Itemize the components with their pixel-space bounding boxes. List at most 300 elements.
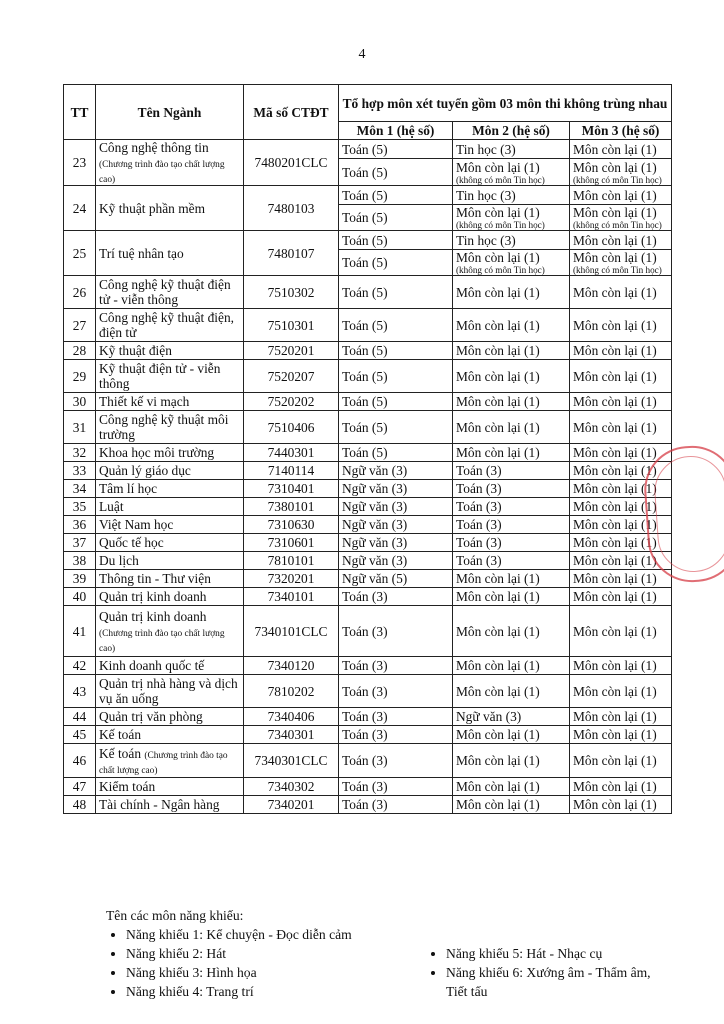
subject-3 xyxy=(570,250,672,276)
program-name-text: Công nghệ thông tin xyxy=(99,140,209,155)
table-row xyxy=(64,708,672,726)
subject-2 xyxy=(453,250,570,276)
table-row xyxy=(64,393,672,411)
row-number: 26 xyxy=(64,276,96,309)
subject-2-text: Toán (3) xyxy=(456,535,502,550)
table-row xyxy=(64,498,672,516)
subject-1: Toán (3) xyxy=(339,726,453,744)
subject-1: Toán (3) xyxy=(339,675,453,708)
subject-2-text: Môn còn lại (1) xyxy=(456,779,540,794)
program-name xyxy=(96,411,244,444)
program-name-text: Quốc tế học xyxy=(99,535,164,550)
subject-2-text: Môn còn lại (1) xyxy=(456,753,540,768)
program-name xyxy=(96,552,244,570)
program-code: 7320201 xyxy=(244,570,339,588)
subject-3-text: Môn còn lại (1) xyxy=(573,481,657,496)
subject-2 xyxy=(453,462,570,480)
program-name xyxy=(96,778,244,796)
subject-2-note: (không có môn Tin học) xyxy=(456,174,545,185)
subject-3-text: Môn còn lại (1) xyxy=(573,499,657,514)
row-number: 33 xyxy=(64,462,96,480)
program-name xyxy=(96,606,244,657)
table-row xyxy=(64,186,672,205)
subject-3-text: Môn còn lại (1) xyxy=(573,317,657,333)
program-name-text: Việt Nam học xyxy=(99,517,174,532)
table-row xyxy=(64,462,672,480)
program-code: 7310401 xyxy=(244,480,339,498)
subject-2-text: Môn còn lại (1) xyxy=(456,797,540,812)
subject-1: Toán (5) xyxy=(339,231,453,250)
subject-2 xyxy=(453,342,570,360)
subject-1: Toán (3) xyxy=(339,606,453,657)
subject-1: Ngữ văn (3) xyxy=(339,498,453,516)
table-row xyxy=(64,588,672,606)
program-name xyxy=(96,186,244,231)
row-number: 41 xyxy=(64,606,96,657)
program-name-text: Kỹ thuật điện tử - viễn thông xyxy=(99,361,221,391)
program-name-text: Khoa học môi trường xyxy=(99,445,215,460)
subject-3-text: Môn còn lại (1) xyxy=(573,553,657,568)
program-name xyxy=(96,708,244,726)
subject-2 xyxy=(453,140,570,159)
row-number: 23 xyxy=(64,140,96,186)
table-row xyxy=(64,552,672,570)
table-row xyxy=(64,231,672,250)
row-number: 40 xyxy=(64,588,96,606)
row-number: 48 xyxy=(64,796,96,814)
row-number: 28 xyxy=(64,342,96,360)
subject-2 xyxy=(453,570,570,588)
subject-3-text: Môn còn lại (1) xyxy=(573,284,657,300)
program-code: 7480201CLC xyxy=(244,140,339,186)
subject-3 xyxy=(570,462,672,480)
subject-3 xyxy=(570,205,672,231)
subject-3 xyxy=(570,342,672,360)
subject-2-text: Môn còn lại (1) xyxy=(456,368,540,384)
row-number: 29 xyxy=(64,360,96,393)
program-name xyxy=(96,393,244,411)
subject-3 xyxy=(570,516,672,534)
program-name xyxy=(96,657,244,675)
subject-2-text: Môn còn lại (1) xyxy=(456,394,540,409)
header-subject-1: Môn 1 (hệ số) xyxy=(339,122,453,140)
program-code: 7480103 xyxy=(244,186,339,231)
program-name-text: Công nghệ kỹ thuật điện, điện tử xyxy=(99,310,235,340)
subject-1: Toán (3) xyxy=(339,588,453,606)
table-row xyxy=(64,360,672,393)
subject-2-text: Môn còn lại (1) xyxy=(456,658,540,673)
program-name-text: Công nghệ kỹ thuật môi trường xyxy=(99,412,229,442)
row-number: 36 xyxy=(64,516,96,534)
program-note: (Chương trình đào tạo chất lượng cao) xyxy=(99,628,225,654)
subject-3-text: Môn còn lại (1) xyxy=(573,797,657,812)
table-row xyxy=(64,796,672,814)
table-row xyxy=(64,778,672,796)
row-number: 42 xyxy=(64,657,96,675)
subject-3-text: Môn còn lại (1) xyxy=(573,571,657,586)
subject-1: Toán (3) xyxy=(339,744,453,778)
subject-3 xyxy=(570,606,672,657)
subject-3 xyxy=(570,276,672,309)
subject-2-text: Ngữ văn (3) xyxy=(456,709,522,724)
subject-3 xyxy=(570,309,672,342)
subject-2-text: Môn còn lại (1) xyxy=(456,445,540,460)
aptitude-item: • Năng khiếu 2: Hát xyxy=(126,944,420,963)
subject-3 xyxy=(570,675,672,708)
program-name xyxy=(96,498,244,516)
subject-1: Ngữ văn (3) xyxy=(339,552,453,570)
subject-3 xyxy=(570,498,672,516)
subject-1: Ngữ văn (3) xyxy=(339,516,453,534)
subject-2 xyxy=(453,393,570,411)
subject-2-note: (không có môn Tin học) xyxy=(456,220,545,230)
program-name-text: Quản trị văn phòng xyxy=(99,709,203,724)
program-name xyxy=(96,342,244,360)
program-code: 7340301 xyxy=(244,726,339,744)
program-name-text: Kỹ thuật điện xyxy=(99,343,172,358)
subject-3-text: Môn còn lại (1) xyxy=(573,368,657,384)
subject-3 xyxy=(570,393,672,411)
program-name xyxy=(96,480,244,498)
subject-3 xyxy=(570,778,672,796)
program-name xyxy=(96,231,244,276)
subject-2-text: Toán (3) xyxy=(456,517,502,532)
row-number: 25 xyxy=(64,231,96,276)
table-row xyxy=(64,480,672,498)
page-number: 4 xyxy=(358,47,366,62)
subject-3-text: Môn còn lại (1) xyxy=(573,141,657,157)
subject-2-text: Môn còn lại (1) xyxy=(456,419,540,435)
subject-2-text: Môn còn lại (1) xyxy=(456,623,540,639)
program-name xyxy=(96,744,244,778)
subject-3-text: Môn còn lại (1) xyxy=(573,232,657,248)
subject-1: Ngữ văn (3) xyxy=(339,480,453,498)
program-code: 7510406 xyxy=(244,411,339,444)
subject-2 xyxy=(453,231,570,250)
subject-2-text: Môn còn lại (1) xyxy=(456,343,540,358)
subject-2-text: Tin học (3) xyxy=(456,232,516,248)
row-number: 39 xyxy=(64,570,96,588)
subject-3 xyxy=(570,657,672,675)
subject-3 xyxy=(570,744,672,778)
subject-2-text: Môn còn lại (1) xyxy=(456,317,540,333)
subject-1: Toán (5) xyxy=(339,411,453,444)
row-number: 34 xyxy=(64,480,96,498)
row-number: 37 xyxy=(64,534,96,552)
subject-2 xyxy=(453,726,570,744)
program-code: 7810101 xyxy=(244,552,339,570)
program-code: 7340406 xyxy=(244,708,339,726)
program-name xyxy=(96,796,244,814)
program-code: 7510301 xyxy=(244,309,339,342)
program-name-text: Quản trị kinh doanh xyxy=(99,589,207,604)
subject-2 xyxy=(453,360,570,393)
program-name xyxy=(96,462,244,480)
program-name-text: Kỹ thuật phần mềm xyxy=(99,200,205,216)
program-code: 7520201 xyxy=(244,342,339,360)
subject-3 xyxy=(570,444,672,462)
table-row xyxy=(64,534,672,552)
program-code: 7520202 xyxy=(244,393,339,411)
subject-2-text: Toán (3) xyxy=(456,481,502,496)
subject-2-text: Môn còn lại (1) xyxy=(456,727,540,742)
program-name-text: Quản lý giáo dục xyxy=(99,463,191,478)
subject-1: Ngữ văn (3) xyxy=(339,462,453,480)
subject-2-text: Môn còn lại (1) xyxy=(456,571,540,586)
subject-1: Toán (5) xyxy=(339,205,453,231)
subject-1: Toán (3) xyxy=(339,796,453,814)
subject-3 xyxy=(570,708,672,726)
subject-2-text: Môn còn lại (1) xyxy=(456,683,540,699)
table-row xyxy=(64,342,672,360)
subject-2 xyxy=(453,444,570,462)
subject-3 xyxy=(570,159,672,186)
subject-2-text: Môn còn lại (1) xyxy=(456,159,540,175)
row-number: 43 xyxy=(64,675,96,708)
footer-heading: Tên các môn năng khiếu: xyxy=(106,908,244,923)
subject-3-text: Môn còn lại (1) xyxy=(573,683,657,699)
program-name-text: Tài chính - Ngân hàng xyxy=(99,797,220,812)
subject-3 xyxy=(570,726,672,744)
subject-2-text: Môn còn lại (1) xyxy=(456,250,540,265)
subject-1: Ngữ văn (3) xyxy=(339,534,453,552)
subject-2 xyxy=(453,657,570,675)
row-number: 30 xyxy=(64,393,96,411)
subject-3-text: Môn còn lại (1) xyxy=(573,753,657,768)
header-code: Mã số CTĐT xyxy=(244,85,339,140)
subject-3-text: Môn còn lại (1) xyxy=(573,463,657,478)
subject-3-text: Môn còn lại (1) xyxy=(573,779,657,794)
table-row xyxy=(64,606,672,657)
subject-2 xyxy=(453,186,570,205)
subject-2-text: Môn còn lại (1) xyxy=(456,589,540,604)
subject-2 xyxy=(453,309,570,342)
subject-3-text: Môn còn lại (1) xyxy=(573,250,657,265)
subject-3 xyxy=(570,570,672,588)
subject-3-text: Môn còn lại (1) xyxy=(573,623,657,639)
aptitude-item: • Năng khiếu 1: Kể chuyện - Đọc diễn cảm xyxy=(126,925,420,944)
program-name xyxy=(96,276,244,309)
subject-2 xyxy=(453,675,570,708)
subject-3-text: Môn còn lại (1) xyxy=(573,419,657,435)
table-body xyxy=(64,140,672,814)
subject-1: Toán (5) xyxy=(339,250,453,276)
subject-2-text: Toán (3) xyxy=(456,463,502,478)
subject-3-text: Môn còn lại (1) xyxy=(573,517,657,532)
program-name xyxy=(96,140,244,186)
program-code: 7140114 xyxy=(244,462,339,480)
program-name-text: Quản trị kinh doanh xyxy=(99,608,207,624)
header-name: Tên Ngành xyxy=(96,85,244,140)
subject-1: Toán (5) xyxy=(339,393,453,411)
program-code: 7340301CLC xyxy=(244,744,339,778)
program-code: 7340101 xyxy=(244,588,339,606)
program-name xyxy=(96,534,244,552)
aptitude-item: • Năng khiếu 5: Hát - Nhạc cụ xyxy=(446,944,660,963)
subject-3-text: Môn còn lại (1) xyxy=(573,727,657,742)
subject-1: Toán (5) xyxy=(339,342,453,360)
subject-3 xyxy=(570,552,672,570)
program-name xyxy=(96,516,244,534)
program-name-text: Thiết kế vi mạch xyxy=(99,394,190,409)
subject-3-note: (không có môn Tin học) xyxy=(573,265,662,275)
row-number: 45 xyxy=(64,726,96,744)
program-code: 7340302 xyxy=(244,778,339,796)
table-row xyxy=(64,444,672,462)
program-name xyxy=(96,360,244,393)
subject-2 xyxy=(453,744,570,778)
subject-2 xyxy=(453,516,570,534)
subject-1: Toán (5) xyxy=(339,444,453,462)
program-code: 7480107 xyxy=(244,231,339,276)
subject-3-note: (không có môn Tin học) xyxy=(573,174,662,185)
subject-2 xyxy=(453,778,570,796)
subject-2 xyxy=(453,480,570,498)
program-name xyxy=(96,309,244,342)
subject-3-text: Môn còn lại (1) xyxy=(573,445,657,460)
program-code: 7440301 xyxy=(244,444,339,462)
table-row xyxy=(64,516,672,534)
program-code: 7340201 xyxy=(244,796,339,814)
program-code: 7510302 xyxy=(244,276,339,309)
table-row xyxy=(64,744,672,778)
header-subject-3: Môn 3 (hệ số) xyxy=(570,122,672,140)
program-code: 7520207 xyxy=(244,360,339,393)
subject-3-text: Môn còn lại (1) xyxy=(573,205,657,220)
subject-3-text: Môn còn lại (1) xyxy=(573,535,657,550)
program-name-text: Du lịch xyxy=(99,553,139,568)
subject-3-text: Môn còn lại (1) xyxy=(573,658,657,673)
header-subject-2: Môn 2 (hệ số) xyxy=(453,122,570,140)
subject-2 xyxy=(453,498,570,516)
subject-2 xyxy=(453,796,570,814)
subject-3 xyxy=(570,186,672,205)
subject-1: Toán (5) xyxy=(339,140,453,159)
subject-3 xyxy=(570,411,672,444)
row-number: 35 xyxy=(64,498,96,516)
subject-3-text: Môn còn lại (1) xyxy=(573,709,657,724)
program-name-text: Quản trị nhà hàng và dịch vụ ăn uống xyxy=(99,676,238,706)
subject-2 xyxy=(453,276,570,309)
subject-3 xyxy=(570,588,672,606)
subject-1: Toán (3) xyxy=(339,657,453,675)
aptitude-list-1 xyxy=(100,925,420,1001)
program-note: (Chương trình đào tạo chất lượng cao) xyxy=(99,750,228,776)
subject-3-text: Môn còn lại (1) xyxy=(573,589,657,604)
subject-2-text: Toán (3) xyxy=(456,499,502,514)
program-name xyxy=(96,588,244,606)
program-name xyxy=(96,675,244,708)
subject-2-text: Môn còn lại (1) xyxy=(456,205,540,220)
program-note: (Chương trình đào tạo chất lượng cao) xyxy=(99,160,225,185)
row-number: 46 xyxy=(64,744,96,778)
subject-2 xyxy=(453,588,570,606)
subject-3-text: Môn còn lại (1) xyxy=(573,159,657,175)
subject-2-note: (không có môn Tin học) xyxy=(456,265,545,275)
subject-1: Toán (5) xyxy=(339,276,453,309)
program-code: 7340120 xyxy=(244,657,339,675)
program-name-text: Tâm lí học xyxy=(99,481,158,496)
table-row xyxy=(64,309,672,342)
program-name-text: Công nghệ kỹ thuật điện tử - viễn thông xyxy=(99,277,231,307)
subject-3-text: Môn còn lại (1) xyxy=(573,187,657,203)
subject-2 xyxy=(453,552,570,570)
aptitude-list-2 xyxy=(420,944,660,1001)
table-row xyxy=(64,726,672,744)
subject-2-text: Tin học (3) xyxy=(456,141,516,157)
subject-2 xyxy=(453,411,570,444)
subject-3 xyxy=(570,480,672,498)
program-code: 7310630 xyxy=(244,516,339,534)
program-name xyxy=(96,570,244,588)
table-row xyxy=(64,411,672,444)
header-tt: TT xyxy=(64,85,96,140)
row-number: 24 xyxy=(64,186,96,231)
program-name-text: Kế toán xyxy=(99,745,142,761)
program-name-text: Kinh doanh quốc tế xyxy=(99,658,205,673)
header-combination: Tổ hợp môn xét tuyển gồm 03 môn thi không trùng nhau xyxy=(339,85,672,122)
table-row xyxy=(64,657,672,675)
aptitude-footer xyxy=(100,906,700,1001)
program-name xyxy=(96,444,244,462)
subject-1: Toán (5) xyxy=(339,309,453,342)
subject-2-text: Toán (3) xyxy=(456,553,502,568)
subject-2-text: Tin học (3) xyxy=(456,187,516,203)
program-name-text: Thông tin - Thư viện xyxy=(99,571,211,586)
program-name-text: Kiểm toán xyxy=(99,779,156,794)
program-name-text: Trí tuệ nhân tạo xyxy=(99,245,184,261)
subject-2 xyxy=(453,606,570,657)
subject-3 xyxy=(570,231,672,250)
subject-3-text: Môn còn lại (1) xyxy=(573,343,657,358)
subject-3 xyxy=(570,796,672,814)
subject-2 xyxy=(453,534,570,552)
program-code: 7810202 xyxy=(244,675,339,708)
row-number: 31 xyxy=(64,411,96,444)
program-code: 7380101 xyxy=(244,498,339,516)
row-number: 38 xyxy=(64,552,96,570)
subject-1: Toán (5) xyxy=(339,360,453,393)
aptitude-item: • Năng khiếu 3: Hình họa xyxy=(126,963,420,982)
subject-1: Toán (5) xyxy=(339,186,453,205)
subject-1: Toán (5) xyxy=(339,159,453,186)
subject-3 xyxy=(570,140,672,159)
subject-2-text: Môn còn lại (1) xyxy=(456,284,540,300)
subject-3 xyxy=(570,360,672,393)
program-code: 7310601 xyxy=(244,534,339,552)
table-row xyxy=(64,140,672,159)
program-name-text: Kế toán xyxy=(99,727,142,742)
table-row xyxy=(64,675,672,708)
admission-table xyxy=(63,84,672,814)
row-number: 32 xyxy=(64,444,96,462)
table-row xyxy=(64,276,672,309)
program-name xyxy=(96,726,244,744)
aptitude-item: • Năng khiếu 4: Trang trí xyxy=(126,982,420,1001)
subject-3 xyxy=(570,534,672,552)
subject-1: Toán (3) xyxy=(339,778,453,796)
subject-3-text: Môn còn lại (1) xyxy=(573,394,657,409)
program-code: 7340101CLC xyxy=(244,606,339,657)
subject-2 xyxy=(453,205,570,231)
row-number: 47 xyxy=(64,778,96,796)
row-number: 44 xyxy=(64,708,96,726)
subject-2 xyxy=(453,708,570,726)
aptitude-item: • Năng khiếu 6: Xướng âm - Thẩm âm, Tiết tấu xyxy=(446,963,660,1001)
table-row xyxy=(64,570,672,588)
row-number: 27 xyxy=(64,309,96,342)
subject-3-note: (không có môn Tin học) xyxy=(573,220,662,230)
